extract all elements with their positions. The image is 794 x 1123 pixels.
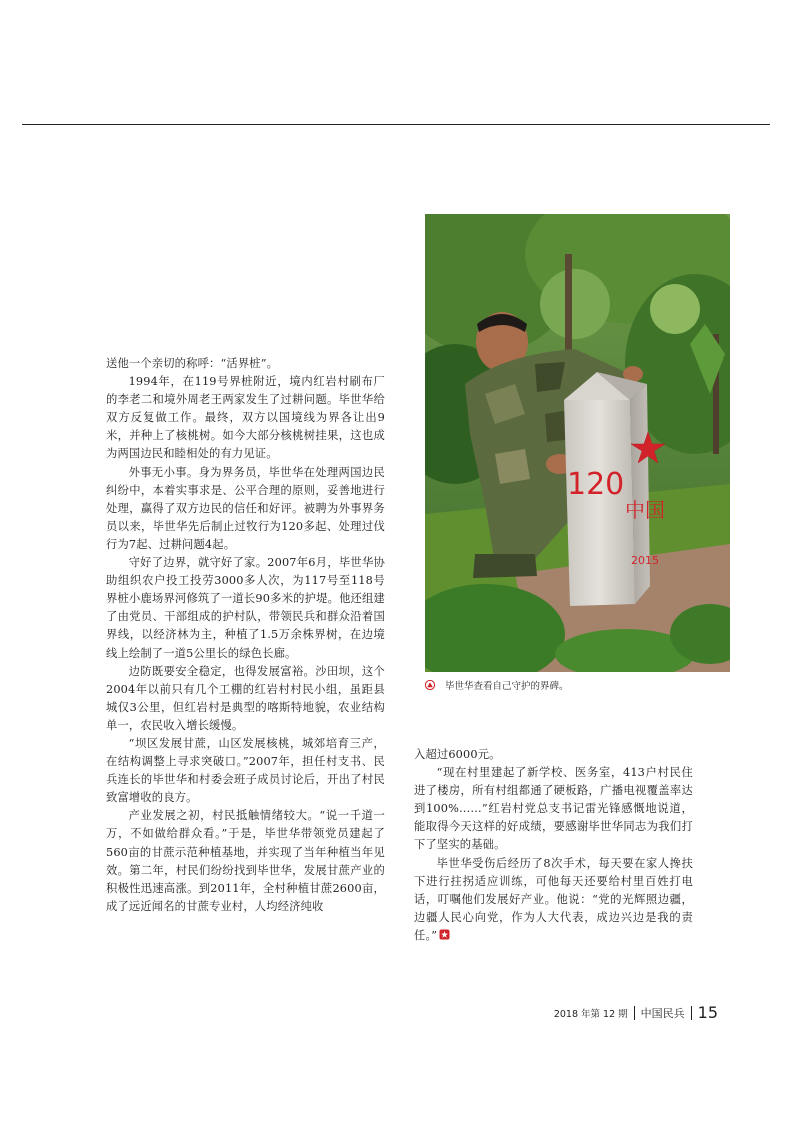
- marker-number: 120: [567, 467, 625, 502]
- marker-country: 中国: [625, 498, 665, 522]
- caption-text: 毕世华查看自己守护的界碑。: [445, 681, 569, 692]
- paragraph: 送他一个亲切的称呼：“活界桩”。: [106, 357, 279, 370]
- article-column-left: [106, 355, 385, 916]
- paragraph: 边防既要安全稳定，也得发展富裕。沙田坝，这个2004年以前只有几个工棚的红岩村村民小组，虽距县城仅3公里，但红岩村是典型的喀斯特地貌，农业结构单一，农民收入增长缓慢。: [106, 664, 385, 732]
- page-folio: [554, 1003, 718, 1022]
- article-end-icon: [439, 929, 450, 940]
- header-rule: [22, 124, 770, 125]
- page-number: 15: [697, 1003, 718, 1022]
- paragraph: 外事无小事。身为界务员，毕世华在处理两国边民纠纷中，本着实事求是、公平合理的原则，妥善地进行处理，赢得了双方边民的信任和好评。被聘为外事界务员以来，毕世华先后制止过牧行为120多起、处理过伐行为7起、过耕问题4起。: [106, 465, 385, 551]
- paragraph: “坝区发展甘蔗，山区发展核桃，城郊培育三产，在结构调整上寻求突破口。”2007年，担任村支书、民兵连长的毕世华和村委会班子成员讨论后，开出了村民致富增收的良方。: [106, 736, 385, 805]
- paragraph-last: [414, 855, 693, 945]
- photo-caption: [425, 680, 725, 694]
- folio-divider: [691, 1006, 692, 1020]
- paragraph: 入超过6000元。: [414, 748, 501, 761]
- marker-year: 2015: [631, 554, 659, 567]
- paragraph: 守好了边界，就守好了家。2007年6月，毕世华协助组织农户投工投劳3000多人次，为117号至118号界桩小鹿场界河修筑了一道长90多米的护堤。他还组建了由党员、干部组成的护村队，带领民兵和群众沿着国界线，以经济林为主，种植了1.5万余株界树，在边境线上绘制了一道5公里长的绿色长廊。: [106, 556, 385, 660]
- paragraph: “现在村里建起了新学校、医务室，413户村民住进了楼房，所有村组都通了硬板路，广播电视覆盖率达到100%……”红岩村党总支书记雷光锋感慨地说道，能取得今天这样的好成绩，要感谢毕世华同志为我们打下了坚实的基础。: [414, 766, 693, 852]
- paragraph: 产业发展之初，村民抵触情绪较大。“说一千道一万，不如做给群众看。”于是，毕世华带领党员建起了560亩的甘蔗示范种植基地，并实现了当年种植当年见效。第二年，村民们纷纷找到毕世华，发展甘蔗产业的积极性迅速高涨。到2011年，全村种植甘蔗2600亩，成了远近闻名的甘蔗专业村，人均经济纯收: [106, 809, 385, 913]
- article-column-right: [414, 746, 693, 945]
- issue-label: 2018 年第 12 期: [553, 1008, 628, 1020]
- boundary-marker-photo: [425, 214, 730, 672]
- paragraph: 1994年，在119号界桩附近，境内红岩村刷布厂的李老二和境外周老王两家发生了过耕问题。毕世华给双方反复做工作。最终，双方以国境线为界各让出9米，并种上了核桃树。如今大部分核桃树挂果，这也成为两国边民和睦相处的有力见证。: [106, 375, 385, 461]
- paragraph-text: 毕世华受伤后经历了8次手术，每天要在家人搀扶下进行拄拐适应训练，可他每天还要给村里百姓打电话，叮嘱他们发展好产业。他说：“党的光辉照边疆，边疆人民心向党，作为人大代表，成边兴边是我的责任。”: [414, 856, 693, 942]
- magazine-name: 中国民兵: [640, 1006, 685, 1020]
- caption-triangle-icon: [425, 680, 435, 690]
- folio-divider: [634, 1006, 635, 1020]
